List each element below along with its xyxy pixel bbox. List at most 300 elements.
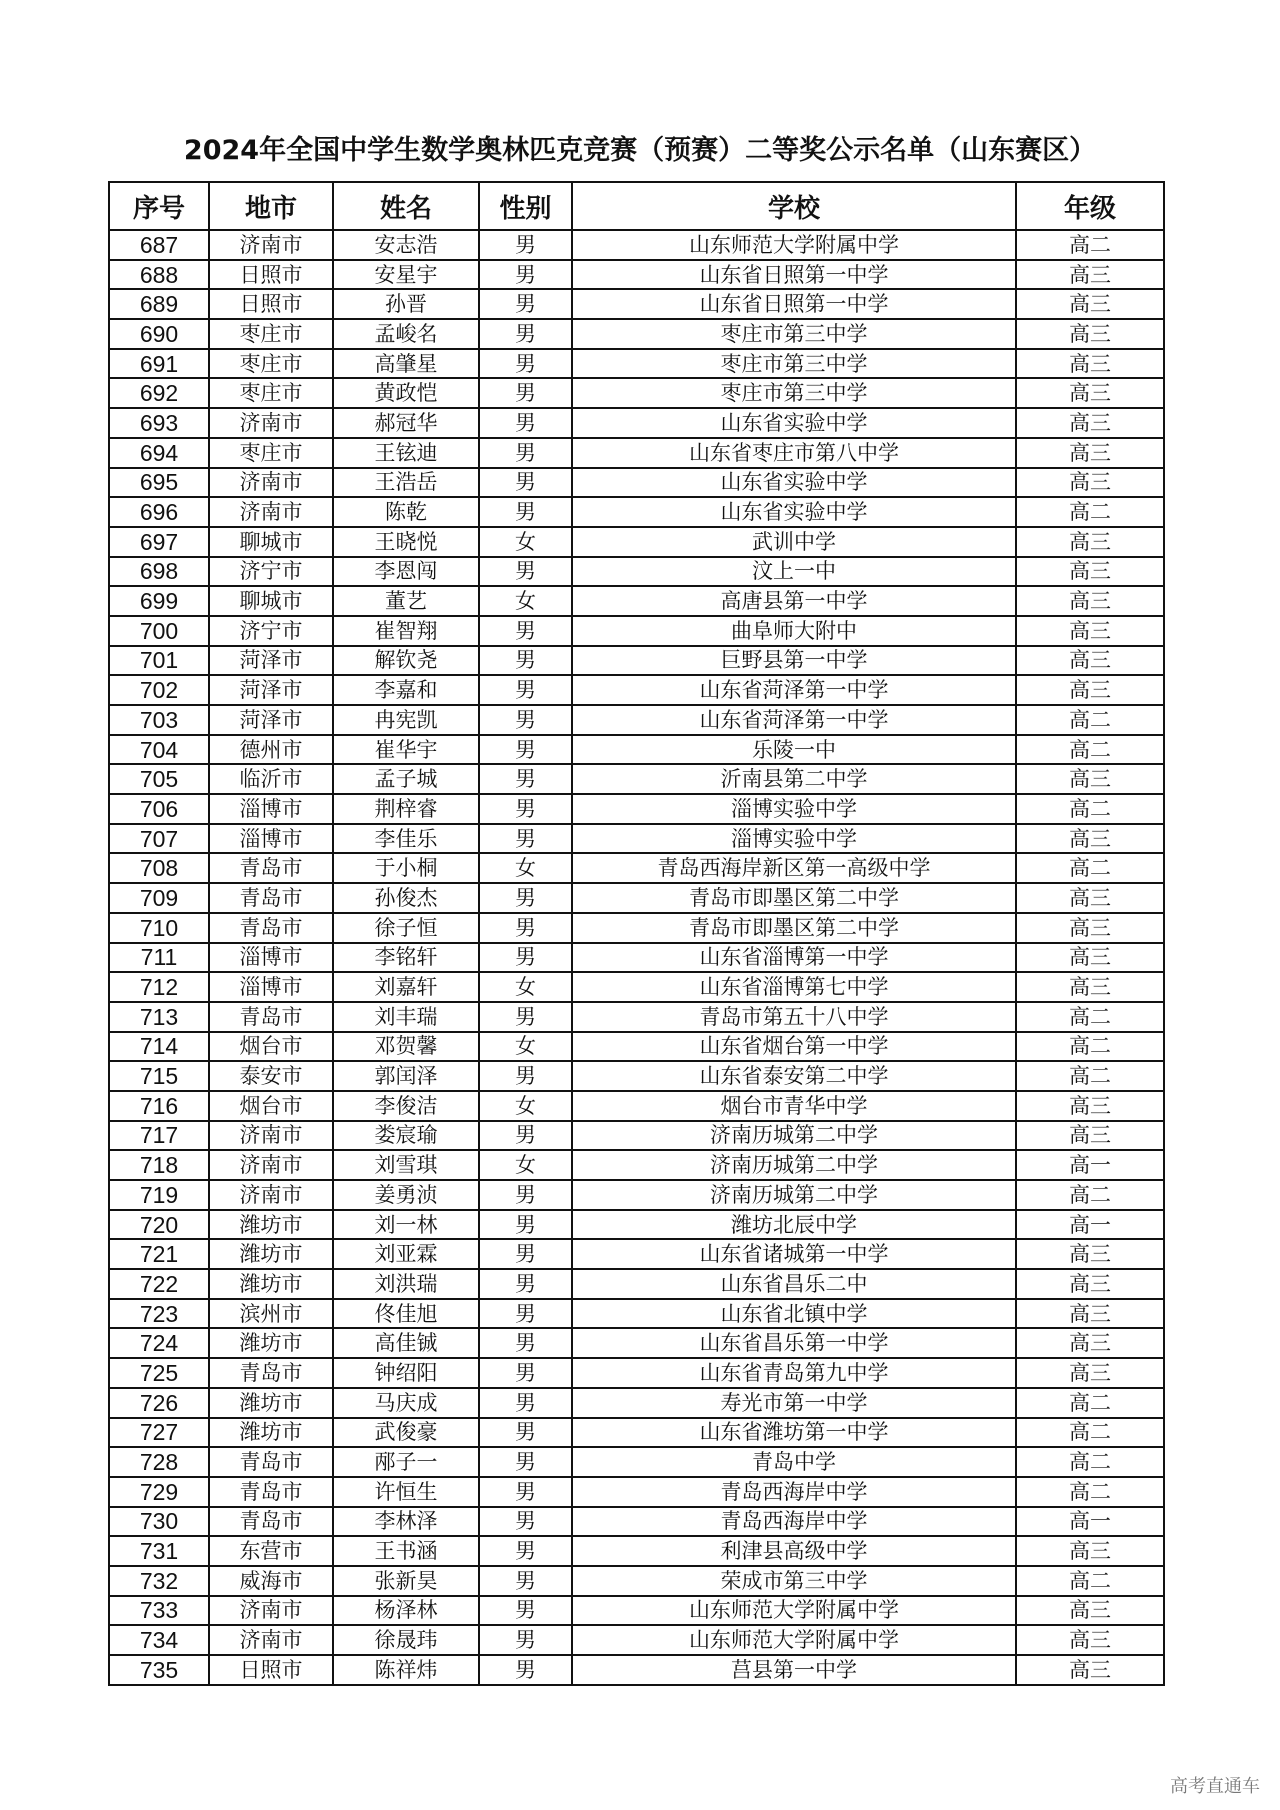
cell-city: 济南市 xyxy=(209,468,333,498)
cell-index: 707 xyxy=(109,824,209,854)
cell-index: 719 xyxy=(109,1180,209,1210)
cell-index: 693 xyxy=(109,408,209,438)
cell-index: 715 xyxy=(109,1061,209,1091)
table-header-row xyxy=(109,182,1164,230)
cell-school: 山东省潍坊第一中学 xyxy=(572,1418,1016,1448)
cell-gender: 男 xyxy=(479,1566,572,1596)
cell-city: 日照市 xyxy=(209,289,333,319)
table-row xyxy=(109,616,1164,646)
cell-city: 菏泽市 xyxy=(209,705,333,735)
table-row xyxy=(109,289,1164,319)
cell-school: 青岛西海岸中学 xyxy=(572,1507,1016,1537)
cell-gender: 女 xyxy=(479,1150,572,1180)
table-row xyxy=(109,705,1164,735)
cell-name: 王书涵 xyxy=(333,1536,479,1566)
cell-school: 山东省昌乐二中 xyxy=(572,1269,1016,1299)
cell-name: 安星宇 xyxy=(333,260,479,290)
cell-gender: 男 xyxy=(479,1596,572,1626)
cell-name: 张新昊 xyxy=(333,1566,479,1596)
cell-school: 济南历城第二中学 xyxy=(572,1150,1016,1180)
table-row xyxy=(109,1596,1164,1626)
cell-index: 709 xyxy=(109,883,209,913)
cell-school: 青岛西海岸新区第一高级中学 xyxy=(572,853,1016,883)
cell-grade: 高三 xyxy=(1016,1358,1164,1388)
cell-name: 武俊豪 xyxy=(333,1418,479,1448)
cell-gender: 男 xyxy=(479,1655,572,1685)
cell-city: 青岛市 xyxy=(209,1507,333,1537)
cell-school: 枣庄市第三中学 xyxy=(572,319,1016,349)
cell-index: 723 xyxy=(109,1299,209,1329)
cell-name: 李铭轩 xyxy=(333,943,479,973)
cell-index: 725 xyxy=(109,1358,209,1388)
cell-gender: 男 xyxy=(479,1180,572,1210)
cell-name: 李恩闯 xyxy=(333,557,479,587)
cell-city: 济南市 xyxy=(209,497,333,527)
cell-school: 曲阜师大附中 xyxy=(572,616,1016,646)
cell-city: 临沂市 xyxy=(209,764,333,794)
cell-name: 李佳乐 xyxy=(333,824,479,854)
cell-gender: 男 xyxy=(479,1447,572,1477)
cell-grade: 高三 xyxy=(1016,764,1164,794)
cell-grade: 高三 xyxy=(1016,1299,1164,1329)
cell-name: 邓贺馨 xyxy=(333,1032,479,1062)
table-row xyxy=(109,468,1164,498)
table-row xyxy=(109,1536,1164,1566)
cell-grade: 高三 xyxy=(1016,1091,1164,1121)
cell-city: 东营市 xyxy=(209,1536,333,1566)
cell-city: 枣庄市 xyxy=(209,378,333,408)
cell-index: 729 xyxy=(109,1477,209,1507)
table-row xyxy=(109,883,1164,913)
cell-school: 青岛市即墨区第二中学 xyxy=(572,883,1016,913)
cell-city: 济南市 xyxy=(209,230,333,260)
cell-grade: 高三 xyxy=(1016,1596,1164,1626)
cell-grade: 高三 xyxy=(1016,675,1164,705)
cell-gender: 男 xyxy=(479,1299,572,1329)
cell-school: 枣庄市第三中学 xyxy=(572,378,1016,408)
table-row xyxy=(109,824,1164,854)
cell-school: 山东省青岛第九中学 xyxy=(572,1358,1016,1388)
cell-school: 山东省诸城第一中学 xyxy=(572,1239,1016,1269)
cell-index: 731 xyxy=(109,1536,209,1566)
cell-school: 青岛中学 xyxy=(572,1447,1016,1477)
cell-name: 邴子一 xyxy=(333,1447,479,1477)
cell-school: 山东师范大学附属中学 xyxy=(572,1596,1016,1626)
cell-index: 706 xyxy=(109,794,209,824)
cell-name: 董艺 xyxy=(333,586,479,616)
cell-city: 潍坊市 xyxy=(209,1388,333,1418)
cell-grade: 高二 xyxy=(1016,794,1164,824)
cell-grade: 高三 xyxy=(1016,527,1164,557)
cell-city: 泰安市 xyxy=(209,1061,333,1091)
cell-name: 荆梓睿 xyxy=(333,794,479,824)
cell-gender: 女 xyxy=(479,1032,572,1062)
cell-grade: 高二 xyxy=(1016,1388,1164,1418)
table-row xyxy=(109,646,1164,676)
cell-city: 潍坊市 xyxy=(209,1239,333,1269)
cell-name: 郝冠华 xyxy=(333,408,479,438)
cell-school: 乐陵一中 xyxy=(572,735,1016,765)
cell-name: 刘雪琪 xyxy=(333,1150,479,1180)
cell-name: 钟绍阳 xyxy=(333,1358,479,1388)
cell-name: 黄政恺 xyxy=(333,378,479,408)
cell-grade: 高三 xyxy=(1016,1269,1164,1299)
cell-grade: 高三 xyxy=(1016,557,1164,587)
table-row xyxy=(109,378,1164,408)
cell-name: 崔智翔 xyxy=(333,616,479,646)
table-row xyxy=(109,319,1164,349)
cell-gender: 男 xyxy=(479,794,572,824)
cell-grade: 高三 xyxy=(1016,972,1164,1002)
cell-gender: 男 xyxy=(479,1328,572,1358)
cell-grade: 高二 xyxy=(1016,853,1164,883)
table-row xyxy=(109,527,1164,557)
header-city: 地市 xyxy=(209,182,333,230)
cell-grade: 高二 xyxy=(1016,1447,1164,1477)
cell-grade: 高一 xyxy=(1016,1150,1164,1180)
cell-gender: 男 xyxy=(479,913,572,943)
cell-index: 696 xyxy=(109,497,209,527)
header-school: 学校 xyxy=(572,182,1016,230)
cell-name: 马庆成 xyxy=(333,1388,479,1418)
cell-school: 山东省泰安第二中学 xyxy=(572,1061,1016,1091)
cell-index: 733 xyxy=(109,1596,209,1626)
table-row xyxy=(109,1328,1164,1358)
cell-name: 佟佳旭 xyxy=(333,1299,479,1329)
cell-index: 726 xyxy=(109,1388,209,1418)
cell-school: 寿光市第一中学 xyxy=(572,1388,1016,1418)
cell-name: 陈乾 xyxy=(333,497,479,527)
cell-grade: 高二 xyxy=(1016,230,1164,260)
cell-city: 青岛市 xyxy=(209,913,333,943)
cell-city: 日照市 xyxy=(209,1655,333,1685)
cell-grade: 高三 xyxy=(1016,349,1164,379)
cell-index: 692 xyxy=(109,378,209,408)
cell-index: 732 xyxy=(109,1566,209,1596)
table-row xyxy=(109,913,1164,943)
cell-city: 潍坊市 xyxy=(209,1210,333,1240)
table-row xyxy=(109,1269,1164,1299)
table-row xyxy=(109,1566,1164,1596)
cell-school: 巨野县第一中学 xyxy=(572,646,1016,676)
cell-index: 728 xyxy=(109,1447,209,1477)
cell-name: 李嘉和 xyxy=(333,675,479,705)
cell-name: 李林泽 xyxy=(333,1507,479,1537)
cell-index: 721 xyxy=(109,1239,209,1269)
cell-grade: 高二 xyxy=(1016,497,1164,527)
cell-name: 刘一林 xyxy=(333,1210,479,1240)
cell-grade: 高三 xyxy=(1016,1239,1164,1269)
table-row xyxy=(109,972,1164,1002)
cell-name: 李俊洁 xyxy=(333,1091,479,1121)
table-row xyxy=(109,557,1164,587)
cell-grade: 高三 xyxy=(1016,260,1164,290)
cell-grade: 高三 xyxy=(1016,586,1164,616)
cell-school: 汶上一中 xyxy=(572,557,1016,587)
cell-city: 淄博市 xyxy=(209,794,333,824)
cell-gender: 男 xyxy=(479,497,572,527)
cell-city: 济宁市 xyxy=(209,616,333,646)
cell-index: 718 xyxy=(109,1150,209,1180)
table-row xyxy=(109,1180,1164,1210)
cell-name: 孙晋 xyxy=(333,289,479,319)
watermark: 高考直通车 xyxy=(1170,1776,1260,1797)
cell-grade: 高三 xyxy=(1016,824,1164,854)
cell-city: 济南市 xyxy=(209,408,333,438)
cell-grade: 高二 xyxy=(1016,1566,1164,1596)
cell-grade: 高二 xyxy=(1016,705,1164,735)
cell-grade: 高三 xyxy=(1016,943,1164,973)
table-row xyxy=(109,1032,1164,1062)
table-row xyxy=(109,1447,1164,1477)
cell-city: 青岛市 xyxy=(209,853,333,883)
cell-school: 枣庄市第三中学 xyxy=(572,349,1016,379)
cell-name: 杨泽林 xyxy=(333,1596,479,1626)
table-row xyxy=(109,943,1164,973)
cell-index: 695 xyxy=(109,468,209,498)
cell-gender: 男 xyxy=(479,705,572,735)
cell-school: 山东省昌乐第一中学 xyxy=(572,1328,1016,1358)
cell-school: 青岛市第五十八中学 xyxy=(572,1002,1016,1032)
table-row xyxy=(109,1150,1164,1180)
cell-city: 烟台市 xyxy=(209,1091,333,1121)
cell-grade: 高三 xyxy=(1016,468,1164,498)
cell-name: 崔华宇 xyxy=(333,735,479,765)
table-row xyxy=(109,1388,1164,1418)
cell-index: 699 xyxy=(109,586,209,616)
cell-index: 705 xyxy=(109,764,209,794)
cell-school: 青岛西海岸中学 xyxy=(572,1477,1016,1507)
cell-school: 山东省实验中学 xyxy=(572,408,1016,438)
cell-index: 688 xyxy=(109,260,209,290)
cell-name: 王晓悦 xyxy=(333,527,479,557)
cell-gender: 男 xyxy=(479,1269,572,1299)
cell-index: 735 xyxy=(109,1655,209,1685)
cell-grade: 高三 xyxy=(1016,1625,1164,1655)
header-gender: 性别 xyxy=(479,182,572,230)
cell-index: 691 xyxy=(109,349,209,379)
table-row xyxy=(109,1655,1164,1685)
cell-name: 孟峻名 xyxy=(333,319,479,349)
cell-index: 710 xyxy=(109,913,209,943)
cell-city: 威海市 xyxy=(209,1566,333,1596)
cell-city: 淄博市 xyxy=(209,943,333,973)
cell-city: 青岛市 xyxy=(209,1447,333,1477)
cell-school: 淄博实验中学 xyxy=(572,794,1016,824)
table-row xyxy=(109,1418,1164,1448)
cell-school: 山东省烟台第一中学 xyxy=(572,1032,1016,1062)
cell-school: 山东师范大学附属中学 xyxy=(572,1625,1016,1655)
cell-gender: 男 xyxy=(479,1477,572,1507)
cell-city: 枣庄市 xyxy=(209,319,333,349)
table-row xyxy=(109,1299,1164,1329)
cell-grade: 高三 xyxy=(1016,438,1164,468)
cell-index: 714 xyxy=(109,1032,209,1062)
cell-school: 济南历城第二中学 xyxy=(572,1180,1016,1210)
cell-name: 刘亚霖 xyxy=(333,1239,479,1269)
cell-name: 徐子恒 xyxy=(333,913,479,943)
table-row xyxy=(109,438,1164,468)
cell-gender: 男 xyxy=(479,943,572,973)
table-row xyxy=(109,1239,1164,1269)
cell-city: 淄博市 xyxy=(209,972,333,1002)
cell-city: 济南市 xyxy=(209,1596,333,1626)
table-row xyxy=(109,1121,1164,1151)
cell-gender: 男 xyxy=(479,378,572,408)
cell-gender: 男 xyxy=(479,1536,572,1566)
cell-city: 济南市 xyxy=(209,1150,333,1180)
cell-city: 青岛市 xyxy=(209,1002,333,1032)
table-row xyxy=(109,260,1164,290)
cell-gender: 男 xyxy=(479,260,572,290)
cell-gender: 男 xyxy=(479,319,572,349)
cell-gender: 男 xyxy=(479,1388,572,1418)
cell-name: 刘洪瑞 xyxy=(333,1269,479,1299)
cell-index: 701 xyxy=(109,646,209,676)
cell-index: 700 xyxy=(109,616,209,646)
cell-name: 娄宸瑜 xyxy=(333,1121,479,1151)
cell-gender: 男 xyxy=(479,230,572,260)
cell-school: 山东省淄博第七中学 xyxy=(572,972,1016,1002)
cell-grade: 高二 xyxy=(1016,1032,1164,1062)
cell-grade: 高三 xyxy=(1016,378,1164,408)
cell-school: 烟台市青华中学 xyxy=(572,1091,1016,1121)
table-row xyxy=(109,1091,1164,1121)
cell-school: 山东省菏泽第一中学 xyxy=(572,705,1016,735)
cell-city: 济南市 xyxy=(209,1625,333,1655)
cell-city: 济宁市 xyxy=(209,557,333,587)
cell-grade: 高三 xyxy=(1016,289,1164,319)
cell-school: 潍坊北辰中学 xyxy=(572,1210,1016,1240)
cell-grade: 高三 xyxy=(1016,913,1164,943)
table-row xyxy=(109,1625,1164,1655)
cell-gender: 男 xyxy=(479,1121,572,1151)
cell-name: 高佳铖 xyxy=(333,1328,479,1358)
cell-grade: 高三 xyxy=(1016,616,1164,646)
cell-name: 解钦尧 xyxy=(333,646,479,676)
cell-school: 沂南县第二中学 xyxy=(572,764,1016,794)
cell-gender: 男 xyxy=(479,1418,572,1448)
table-row xyxy=(109,735,1164,765)
cell-school: 山东省北镇中学 xyxy=(572,1299,1016,1329)
table-row xyxy=(109,1358,1164,1388)
cell-name: 王铉迪 xyxy=(333,438,479,468)
cell-index: 687 xyxy=(109,230,209,260)
cell-school: 莒县第一中学 xyxy=(572,1655,1016,1685)
table-row xyxy=(109,853,1164,883)
cell-index: 724 xyxy=(109,1328,209,1358)
cell-index: 712 xyxy=(109,972,209,1002)
cell-gender: 男 xyxy=(479,764,572,794)
cell-city: 济南市 xyxy=(209,1121,333,1151)
header-name: 姓名 xyxy=(333,182,479,230)
cell-city: 济南市 xyxy=(209,1180,333,1210)
cell-name: 刘嘉轩 xyxy=(333,972,479,1002)
cell-gender: 男 xyxy=(479,289,572,319)
table-row xyxy=(109,675,1164,705)
cell-grade: 高三 xyxy=(1016,1328,1164,1358)
cell-grade: 高三 xyxy=(1016,1536,1164,1566)
cell-gender: 女 xyxy=(479,1091,572,1121)
cell-school: 利津县高级中学 xyxy=(572,1536,1016,1566)
cell-index: 722 xyxy=(109,1269,209,1299)
cell-gender: 女 xyxy=(479,853,572,883)
cell-city: 潍坊市 xyxy=(209,1418,333,1448)
table-row xyxy=(109,794,1164,824)
cell-school: 山东省日照第一中学 xyxy=(572,289,1016,319)
cell-gender: 男 xyxy=(479,616,572,646)
cell-index: 727 xyxy=(109,1418,209,1448)
table-row xyxy=(109,764,1164,794)
cell-city: 枣庄市 xyxy=(209,438,333,468)
cell-name: 王浩岳 xyxy=(333,468,479,498)
cell-name: 安志浩 xyxy=(333,230,479,260)
table-row xyxy=(109,586,1164,616)
table-row xyxy=(109,1061,1164,1091)
cell-index: 702 xyxy=(109,675,209,705)
cell-index: 698 xyxy=(109,557,209,587)
award-table xyxy=(108,181,1165,1686)
cell-grade: 高二 xyxy=(1016,1061,1164,1091)
cell-gender: 女 xyxy=(479,527,572,557)
table-row xyxy=(109,1507,1164,1537)
cell-city: 青岛市 xyxy=(209,1477,333,1507)
cell-index: 697 xyxy=(109,527,209,557)
cell-gender: 男 xyxy=(479,1358,572,1388)
cell-city: 淄博市 xyxy=(209,824,333,854)
cell-school: 青岛市即墨区第二中学 xyxy=(572,913,1016,943)
cell-school: 山东省实验中学 xyxy=(572,468,1016,498)
cell-gender: 男 xyxy=(479,408,572,438)
table-row xyxy=(109,408,1164,438)
header-grade: 年级 xyxy=(1016,182,1164,230)
table-row xyxy=(109,497,1164,527)
page-title: 2024年全国中学生数学奥林匹克竞赛（预赛）二等奖公示名单（山东赛区） xyxy=(183,135,1097,166)
cell-grade: 高二 xyxy=(1016,1418,1164,1448)
cell-index: 734 xyxy=(109,1625,209,1655)
cell-gender: 女 xyxy=(479,586,572,616)
cell-index: 730 xyxy=(109,1507,209,1537)
table-row xyxy=(109,230,1164,260)
cell-name: 许恒生 xyxy=(333,1477,479,1507)
cell-city: 聊城市 xyxy=(209,586,333,616)
cell-index: 689 xyxy=(109,289,209,319)
cell-grade: 高三 xyxy=(1016,319,1164,349)
cell-grade: 高三 xyxy=(1016,1121,1164,1151)
cell-school: 山东师范大学附属中学 xyxy=(572,230,1016,260)
cell-index: 708 xyxy=(109,853,209,883)
cell-gender: 男 xyxy=(479,675,572,705)
cell-school: 山东省日照第一中学 xyxy=(572,260,1016,290)
cell-city: 烟台市 xyxy=(209,1032,333,1062)
cell-gender: 男 xyxy=(479,883,572,913)
cell-name: 郭闰泽 xyxy=(333,1061,479,1091)
cell-grade: 高一 xyxy=(1016,1507,1164,1537)
table-row xyxy=(109,1477,1164,1507)
cell-city: 德州市 xyxy=(209,735,333,765)
cell-name: 于小桐 xyxy=(333,853,479,883)
cell-index: 717 xyxy=(109,1121,209,1151)
cell-name: 孟子城 xyxy=(333,764,479,794)
cell-city: 菏泽市 xyxy=(209,675,333,705)
cell-gender: 男 xyxy=(479,557,572,587)
cell-name: 徐晟玮 xyxy=(333,1625,479,1655)
cell-school: 高唐县第一中学 xyxy=(572,586,1016,616)
cell-city: 枣庄市 xyxy=(209,349,333,379)
cell-index: 694 xyxy=(109,438,209,468)
cell-grade: 高一 xyxy=(1016,1210,1164,1240)
cell-school: 山东省枣庄市第八中学 xyxy=(572,438,1016,468)
